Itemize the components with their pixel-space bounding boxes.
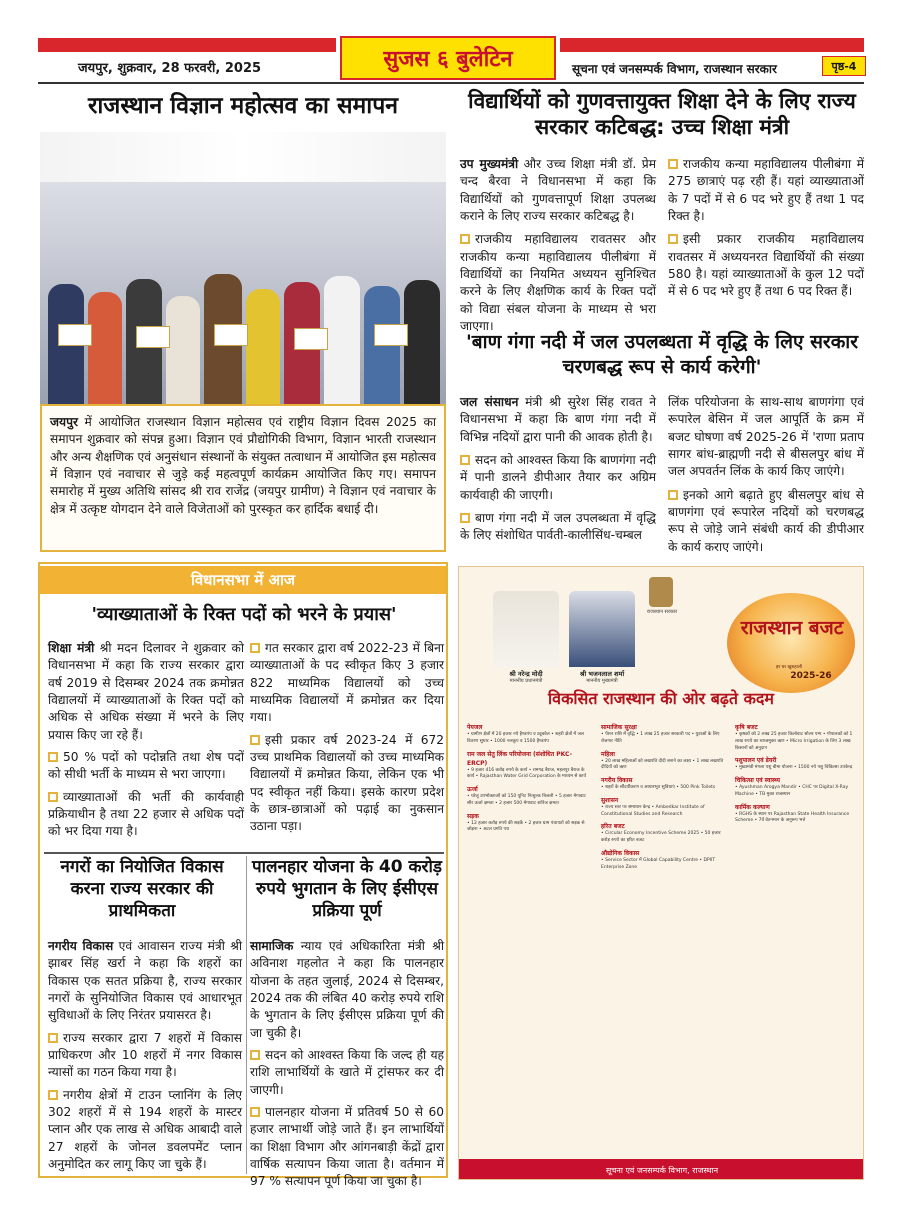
bullet-icon <box>48 1033 58 1043</box>
vs-para-2: 50 % पदों को पदोन्नति तथा शेष पदों को सीधी भर्ती के माध्यम से भरा जाएगा। <box>48 749 244 782</box>
story3-para-3: बाण गंगा नदी में जल उपलब्धता में वृद्धि के लिए संशोधित पार्वती-कालीसिंध-चम्बल <box>460 510 656 543</box>
ad-text: • Service Sector में Global Capability Centre • DPIIT Enterprise Zone <box>601 857 716 870</box>
story4-para-3: नगरीय क्षेत्रों में टाउन प्लानिंग के लिए 302 शहरों में से 194 शहरों के मास्टर प्लान और एक लाख से अधिक आबादी वाले 27 शहरों के जोनल डवलपमेंट प्लान अनुमोदित कर लागू किए जा चुके हैं। <box>48 1087 242 1171</box>
bullet-icon <box>460 513 470 523</box>
bullet-icon <box>668 490 678 500</box>
vs-lead: शिक्षा मंत्री <box>48 641 95 655</box>
ad-heading: चिकित्सा एवं स्वास्थ्य <box>735 777 780 784</box>
leader2-portrait <box>569 591 635 667</box>
person <box>88 292 122 404</box>
budget-advertisement <box>458 566 864 1180</box>
story1-caption <box>40 404 446 552</box>
bullet-icon <box>668 159 678 169</box>
story2-para-3: राजकीय कन्या महाविद्यालय पीलीबंगा में 275 छात्राएं पढ़ रही हैं। यहां व्याख्याताओं के 7 पदों में से 6 पद भरे हुए हैं तथा 1 पद रिक्त है। <box>668 157 864 223</box>
story2-para-2: राजकीय महाविद्यालय रावतसर और राजकीय कन्या महाविद्यालय पीलीबंगा में विद्यार्थियों का नियमित अध्ययन सुनिश्चित करने के लिए शैक्षणिक कार्य के रिक्त पदों को विद्या संबल योजना के माध्यम से भरा जाएगा। <box>460 232 656 333</box>
ad-heading: सड़क <box>467 812 479 820</box>
story5-para-1: सामाजिक न्याय एवं अधिकारिता मंत्री श्री अविनाश गहलोत ने कहा कि पालनहार योजना के तहत जुलाई, 2024 से दिसम्बर, 2024 तक की लंबित 40 करोड़ रुपये राशि के भुगतान के लिए ईसीएस प्रक्रिया पूर्ण की जा चुकी है। <box>250 939 444 1040</box>
leader1-portrait <box>493 591 559 667</box>
story3-column-2 <box>668 394 864 556</box>
header-rule <box>38 82 864 84</box>
story2-lead: उप मुख्यमंत्री <box>460 157 519 171</box>
story2-para-1: उप मुख्यमंत्री और उच्च शिक्षा मंत्री डॉ. प्रेम चन्द बैरवा ने विधानसभा में कहा कि विद्यार्थियों को गुणवत्तापूर्ण शिक्षा उपलब्ध कराने के लिए राज्य सरकार कटिबद्ध है। <box>460 157 656 223</box>
ad-text: • शहरों के सौंदर्यीकरण व आधारभूत सुविधाएं • 500 Pink Toilets <box>601 785 716 790</box>
ad-heading: राम जल सेतु लिंक परियोजना (संशोधित PKC-ERCP) <box>467 750 573 767</box>
bullet-icon <box>250 1107 260 1117</box>
story1-photo <box>40 132 446 404</box>
vs-para-4: गत सरकार द्वारा वर्ष 2022-23 में बिना व्याख्याताओं के पद स्वीकृत किए 3 हजार 822 माध्यमिक विद्यालयों को उच्च माध्यमिक विद्यालयों में क्रमोन्नत कर दिया गया। <box>250 641 444 725</box>
certificate <box>58 324 92 346</box>
ad-main-title: विकसित राजस्थान की ओर बढ़ते कदम <box>548 689 774 708</box>
masthead-title: सुजस ६ बुलेटिन <box>340 36 556 80</box>
story4-para-1: नगरीय विकास एवं आवासन राज्य मंत्री श्री झाबर सिंह खर्रा ने कहा कि शहरों का विकास एक सतत प्रक्रिया है, राज्य सरकार नगरों के सुनियोजित विकास एवं आधारभूत सुविधाओं के लिए निरंतर प्रयासरत है। <box>48 939 242 1023</box>
page-number: पृष्ठ-4 <box>822 56 866 76</box>
story2-headline: विद्यार्थियों को गुणवत्तायुक्त शिक्षा देने के लिए राज्य सरकार कटिबद्ध: उच्च शिक्षा मंत्री <box>468 89 856 140</box>
story1-headline: राजस्थान विज्ञान महोत्सव का समापन <box>87 93 399 119</box>
ad-heading: महिला <box>601 750 615 758</box>
stage-banner <box>40 132 446 182</box>
ad-heading: औद्योगिक विकास <box>601 849 640 857</box>
ad-heading: नगरीय विकास <box>601 777 633 784</box>
bullet-icon <box>48 752 58 762</box>
ad-heading: सुशासन <box>601 796 619 804</box>
story5-lead: सामाजिक <box>250 939 294 953</box>
ad-heading: कार्मिक कल्याण <box>735 803 770 811</box>
caption-text: में आयोजित राजस्थान विज्ञान महोत्सव एवं राष्ट्रीय विज्ञान दिवस 2025 का समापन शुक्रवार को संपन्न हुआ। विज्ञान एवं प्रौद्योगिकी विभाग, विज्ञान भारती राजस्थान और अन्य शैक्षणिक एवं अनुसंधान संस्थानों के संयुक्त तत्वाधान में आयोजित इस महोत्सव में विज्ञान एवं नवाचार से जुड़े कई महत्वपूर्ण कार्यक्रम आयोजित किए गए। समापन समारोह में मुख्य अतिथि सांसद श्री राव राजेंद्र (जयपुर ग्रामीण) ने विज्ञान एवं नवाचार के क्षेत्र में उत्कृष्ट योगदान देने वाले विजेताओं को पुरस्कृत कर हार्दिक बधाई दी। <box>50 415 436 516</box>
story2-column-2 <box>668 156 864 301</box>
person <box>166 296 200 404</box>
story4-column <box>48 938 242 1173</box>
story3-headline: 'बाण गंगा नदी में जल उपलब्धता में वृद्धि के लिए सरकार चरणबद्ध रूप से कार्य करेगी' <box>465 331 858 378</box>
ad-text: • Ayushman Arogya Mandir • CHC पर Digital X-Ray Machine • TB मुक्त राजस्थान <box>735 785 849 797</box>
ad-heading: कृषि बजट <box>735 724 758 731</box>
story4-lead: नगरीय विकास <box>48 939 114 953</box>
ad-text: • 20 लाख महिलाओं को लखपति दीदी बनाने का लक्ष्य • 1 लाख लखपति दीदियों को ऋण <box>601 758 724 771</box>
winners-group <box>40 184 446 404</box>
ad-text: • घरेलू उपभोक्ताओं को 150 यूनिट निःशुल्क बिजली • 5 हजार मेगावाट सौर ऊर्जा क्षमता • 2 हजार 500 मेगावाट स्टोरेज क्षमता <box>467 794 586 806</box>
budget-badge-tagline: हर घर खुशहाली <box>775 665 803 670</box>
story5-para-3: पालनहार योजना में प्रतिवर्ष 50 से 60 हजार लाभार्थी जोड़े जाते हैं। इन लाभार्थियों का शिक्षा विभाग और आंगनबाड़ी केंद्रों द्वारा वार्षिक सत्यापन किया जाता है। वर्तमान में 97 % सत्यापन पूर्ण किया जा चुका है। <box>250 1104 444 1189</box>
ad-column-2 <box>601 719 725 871</box>
bullet-icon <box>460 234 470 244</box>
ad-heading: पेयजल <box>467 724 483 731</box>
state-emblem-icon <box>649 577 673 607</box>
bullet-icon <box>668 234 678 244</box>
bullet-icon <box>250 643 260 653</box>
vidhansabha-tab: विधानसभा में आज <box>40 566 446 594</box>
story3-para-2: सदन को आश्वस्त किया कि बाणगंगा नदी में पानी डालने डीपीआर तैयार कर अग्रिम कार्यवाही की जाएगी। <box>460 452 656 502</box>
bullet-icon <box>250 1050 260 1060</box>
vs-para-1: शिक्षा मंत्री श्री मदन दिलावर ने शुक्रवार को विधानसभा में कहा कि राज्य सरकार द्वारा वर्ष 2019 से दिसम्बर 2024 तक क्रमोन्नत विद्यालयों में व्याख्याताओं के रिक्त पदों को अधिक से अधिक संख्या में भरने के लिए प्रयास किए जा रहे हैं। <box>48 641 244 742</box>
ad-heading: हरित बजट <box>601 823 625 831</box>
section-divider <box>44 852 444 854</box>
story3-para-1: जल संसाधन मंत्री श्री सुरेश सिंह रावत ने विधानसभा में कहा कि बाण गंगा नदी में विभिन्न नदियों द्वारा पानी की आवक होती है। <box>460 395 656 444</box>
ad-text: • RGHS के स्थान पर Rajasthan State Health Insurance Scheme • 7वें वेतनमान के अनुरूप भत्ते <box>735 811 850 824</box>
person <box>404 280 440 404</box>
bullet-icon <box>460 455 470 465</box>
ad-heading: पशुपालन एवं डेयरी <box>735 757 777 765</box>
bullet-icon <box>48 1090 58 1100</box>
ad-text: • 12 हजार करोड़ रुपये की सड़कें • 2 हजार ग्राम पंचायतों को सड़क से जोड़ना • अटल प्रगति पथ <box>467 820 585 833</box>
certificate <box>374 324 408 346</box>
vidhansabha-column-1 <box>48 640 244 841</box>
story2-para-4: इसी प्रकार राजकीय महाविद्यालय रावतसर में अध्ययनरत विद्यार्थियों की संख्या 580 है। यहां व्याख्याताओं के कुल 12 पदों में से 6 पद भरे हुए हैं तथा 6 पद रिक्त हैं। <box>668 232 864 299</box>
column-divider <box>246 856 247 1174</box>
ad-column-3 <box>735 719 859 825</box>
budget-badge-year: 2025-26 <box>790 671 832 681</box>
emblem-label: राजस्थान सरकार <box>646 609 678 615</box>
story5-column <box>250 938 444 1191</box>
ad-text: • ग्रामीण क्षेत्रों में 20 हजार नये हैण्डपंप व ट्यूबवेल • शहरी क्षेत्रों में जल वितरण सुधार • 1000 नलकूप व 1500 हैण्डपंप <box>467 732 584 744</box>
ad-text: • मुख्यमंत्री मंगला पशु बीमा योजना • 1500 नये पशु चिकित्सा उपकेन्द्र <box>735 765 853 771</box>
story3-para-4: लिंक परियोजना के साथ-साथ बाणगंगा एवं रूपारेल बेसिन में जल आपूर्ति के क्रम में बजट घोषणा वर्ष 2025-26 में 'राणा प्रताप सागर बांध-ब्राह्मणी नदी से बीसलपुर बांध में जल अपवर्तन लिंक के कार्य किए जाएंगे। <box>668 395 864 479</box>
leader1-name: श्री नरेन्द्र मोदी <box>509 670 543 678</box>
ad-heading: ऊर्जा <box>467 786 478 793</box>
story5-headline: पालनहार योजना के 40 करोड़ रुपये भुगतान के लिए ईसीएस प्रक्रिया पूर्ण <box>251 857 442 922</box>
vidhansabha-column-2 <box>250 640 444 836</box>
department-name: सूचना एवं जनसम्पर्क विभाग, राजस्थान सरकार <box>572 62 777 76</box>
person <box>324 276 360 404</box>
certificate <box>214 324 248 346</box>
ad-text: • पेंशन राशि में वृद्धि • 1 लाख 25 हजार सरकारी पद • युवाओं के लिए रोजगार नीति <box>601 732 720 744</box>
budget-badge-title: राजस्थान बजट <box>740 617 844 639</box>
story3-column-1 <box>460 394 656 545</box>
top-bar-left <box>38 38 336 52</box>
story2-column-1 <box>460 156 656 335</box>
caption-lead: जयपुर <box>50 415 79 429</box>
ad-footer: सूचना एवं जनसम्पर्क विभाग, राजस्थान <box>459 1159 864 1180</box>
top-bar-right <box>560 38 864 52</box>
ad-text: • राज्य स्तर पर समाधान केन्द्र • Ambedkar Institute of Constitutional Studies and Research <box>601 804 705 817</box>
bullet-icon <box>250 735 260 745</box>
ad-heading: सामाजिक सुरक्षा <box>601 724 637 731</box>
certificate <box>294 328 328 350</box>
leader2-name: श्री भजनलाल शर्मा <box>579 670 625 678</box>
ad-text: • 9 हजार 416 करोड़ रुपये के कार्य • रामगढ़ बैराज, महलपुर बैराज के कार्य • Rajasthan Water Grid Corporation के माध्यम से कार्य <box>467 767 587 780</box>
ad-column-1 <box>467 719 591 834</box>
leader1-role: माननीय प्रधानमंत्री <box>509 678 543 684</box>
certificate <box>136 326 170 348</box>
vs-para-5: इसी प्रकार वर्ष 2023-24 में 672 उच्च प्राथमिक विद्यालयों को उच्च माध्यमिक विद्यालयों में क्रमोन्नत किया, लेकिन एक भी पद स्वीकृत नहीं किया। इसके कारण प्रदेश के छात्र-छात्राओं को पढ़ाई का नुकसान उठाना पड़ा। <box>250 732 444 834</box>
ad-text: • Circular Economy Incentive Scheme 2025 • 50 हजार करोड़ रुपये का हरित बजट <box>601 831 721 843</box>
leader2-role: माननीय मुख्यमंत्री <box>586 678 618 684</box>
bullet-icon <box>48 792 58 802</box>
story3-para-5: इनको आगे बढ़ाते हुए बीसलपुर बांध से बाणगंगा एवं रूपारेल नदियों को चरणबद्ध रूप से जोड़े जाने संबंधी कार्य की डीपीआर के कार्य कराए जाएंगे। <box>668 487 864 554</box>
dateline: जयपुर, शुक्रवार, 28 फरवरी, 2025 <box>78 61 262 76</box>
story5-para-2: सदन को आश्वस्त किया कि जल्द ही यह राशि लाभार्थियों के खाते में ट्रांसफर कर दी जाएगी। <box>250 1047 444 1097</box>
vidhansabha-headline: 'व्याख्याताओं के रिक्त पदों को भरने के प्रयास' <box>91 604 397 625</box>
story4-headline: नगरों का नियोजित विकास करना राज्य सरकार की प्राथमिकता <box>60 857 224 922</box>
ad-text: • कृषकों को 2 लाख 25 हजार किलोवाट सोलर पम्प • गोपालकों को 1 लाख रुपये का ब्याजमुक्त ऋण • Micro Irrigation के लिए 3 लाख किसानों को अनुदान <box>735 732 853 751</box>
person <box>246 289 280 404</box>
story3-lead: जल संसाधन <box>460 395 519 409</box>
story4-para-2: राज्य सरकार द्वारा 7 शहरों में विकास प्राधिकरण और 10 शहरों में नगर विकास न्यासों का गठन किया गया है। <box>48 1030 242 1080</box>
vs-para-3: व्याख्याताओं की भर्ती की कार्यवाही प्रक्रियाधीन है तथा 22 हजार से अधिक पदों को भर दिया गया है। <box>48 789 244 839</box>
